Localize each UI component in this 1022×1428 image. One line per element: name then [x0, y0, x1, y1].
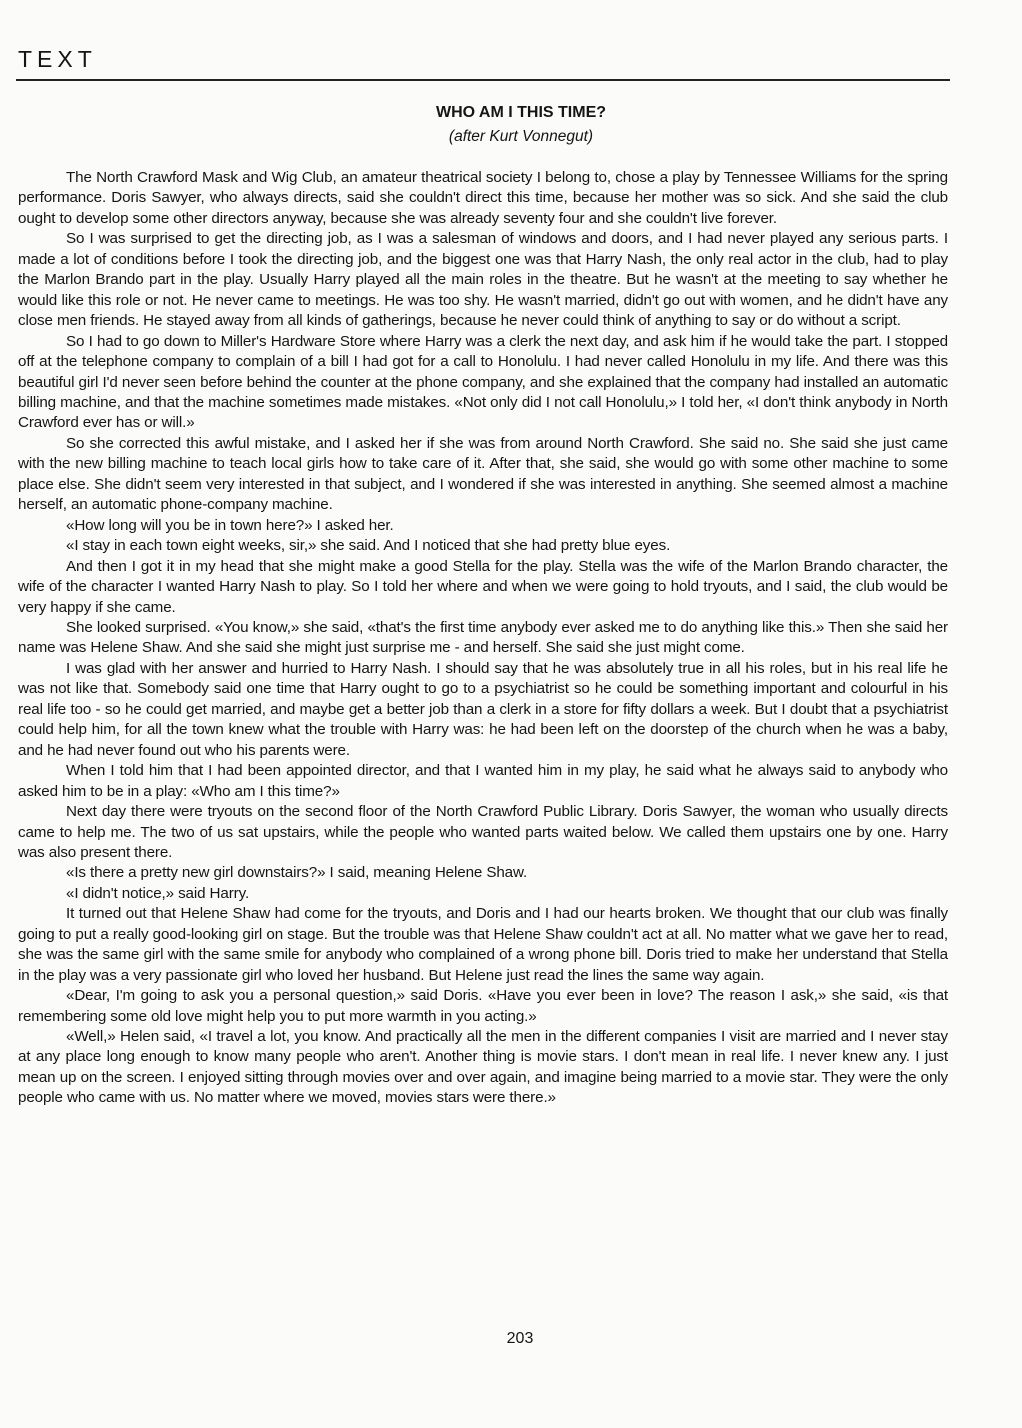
- paragraph: So I was surprised to get the directing job, as I was a salesman of windows and doors, and I had never played any serious parts. I made a lot of conditions before I took the directing job, and the biggest one was that Harry Nash, the only real actor in the club, had to play the Marlon Brando part in the play. Usually Harry played all the main roles in the theatre. But he wasn't at the meeting to say whether he would like this role or not. He never came to meetings. He was too shy. He wasn't married, didn't go out with women, and he didn't have any close men friends. He stayed away from all kinds of gatherings, because he never could think of anything to say or do without a script.: [18, 230, 948, 330]
- paragraph: It turned out that Helene Shaw had come for the tryouts, and Doris and I had our hearts broken. We thought that our club was finally going to put a really good-looking girl on stage. But the trouble was that Helene Shaw couldn't act at all. No matter what we gave her to read, she was the same girl with the same smile for anybody who complained of a wrong phone bill. Doris tried to make her understand that Stella in the play was a very passionate girl who loved her husband. But Helene just read the lines the same way again.: [18, 905, 948, 984]
- story-body: [18, 168, 948, 1109]
- paragraph: So I had to go down to Miller's Hardware Store where Harry was a clerk the next day, and ask him if he would take the part. I stopped off at the telephone company to complain of a bill I had got for a call to Honolulu. I had never called Honolulu in my life. And there was this beautiful girl I'd never seen before behind the counter at the phone company, and she explained that the company had installed an automatic billing machine, and that the machine sometimes made mistakes. «Not only did I not call Honolulu,» I told her, «I don't think anybody in North Crawford ever has or will.»: [18, 332, 948, 432]
- paragraph: «I stay in each town eight weeks, sir,» she said. And I noticed that she had pretty blue eyes.: [66, 537, 671, 555]
- paragraph: I was glad with her answer and hurried to Harry Nash. I should say that he was absolutely true in all his roles, but in his real life he was not like that. Somebody said one time that Harry ought to go to a psychiatrist so he could be something important and colourful in his real life too - so he could get married, and maybe get a better job than a clerk in a store for fifty dollars a week. But I doubt that a psychiatrist could help him, for all the town knew what the trouble with Harry was: he had been left on the doorstep of the church when he was a baby, and he had never found out who his parents were.: [18, 659, 948, 759]
- story-subtitle: (after Kurt Vonnegut): [448, 128, 594, 145]
- paragraph: «Dear, I'm going to ask you a personal question,» said Doris. «Have you ever been in love? The reason I ask,» she said, «is that remembering some old love might help you to put more warmth in you acting.»: [18, 987, 948, 1025]
- paragraph: So she corrected this awful mistake, and I asked her if she was from around North Crawford. She said no. She said she just came with the new billing machine to teach local girls how to take care of it. After that, she said, she would go with some other machine to some place else. She didn't seem very interested in that subject, and I wondered if she was interested in anything. She seemed almost a machine herself, an automatic phone-company machine.: [18, 434, 948, 514]
- section-label: TEXT: [18, 46, 97, 72]
- paragraph: She looked surprised. «You know,» she said, «that's the first time anybody ever asked me to do anything like this.» Then she said her name was Helene Shaw. And she said she might just surprise me - and herself. She said she just might come.: [18, 618, 948, 657]
- paragraph: Next day there were tryouts on the second floor of the North Crawford Public Library. Doris Sawyer, the woman who usually directs came to help me. The two of us sat upstairs, while the people who wanted parts waited below. We called them upstairs one by one. Harry was also present there.: [18, 803, 948, 861]
- paragraph: The North Crawford Mask and Wig Club, an amateur theatrical society I belong to, chose a play by Tennessee Williams for the spring performance. Doris Sawyer, who always directs, said she couldn't direct this time, because her mother was so sick. And she said the club ought to develop some other directors anyway, because she was already seventy four and she couldn't live forever.: [18, 169, 948, 227]
- paragraph: When I told him that I had been appointed director, and that I wanted him in my play, he said what he always said to anybody who asked him to be in a play: «Who am I this time?»: [18, 762, 948, 800]
- story-title: WHO AM I THIS TIME?: [435, 104, 607, 121]
- paragraph: «Well,» Helen said, «I travel a lot, you know. And practically all the men in the different companies I visit are married and I never stay at any place long enough to know many people who aren't. Another thing is movie stars. I don't mean in real life. I never knew any. I just mean up on the screen. I enjoyed sitting through movies over and over again, and imagine being married to a movie star. They were the only people who came with us. No matter where we moved, movies stars were there.»: [18, 1028, 948, 1107]
- paragraph: «I didn't notice,» said Harry.: [66, 884, 250, 902]
- page-number: 203: [506, 1330, 534, 1347]
- paragraph: «Is there a pretty new girl downstairs?» I said, meaning Helene Shaw.: [66, 864, 528, 882]
- header-rule: [16, 79, 950, 81]
- paragraph: «How long will you be in town here?» I asked her.: [66, 516, 394, 534]
- paragraph: And then I got it in my head that she might make a good Stella for the play. Stella was the wife of the Marlon Brando character, the wife of the character I wanted Harry Nash to play. So I told her where and when we were going to hold tryouts, and I said, the club would be very happy if she came.: [18, 557, 948, 616]
